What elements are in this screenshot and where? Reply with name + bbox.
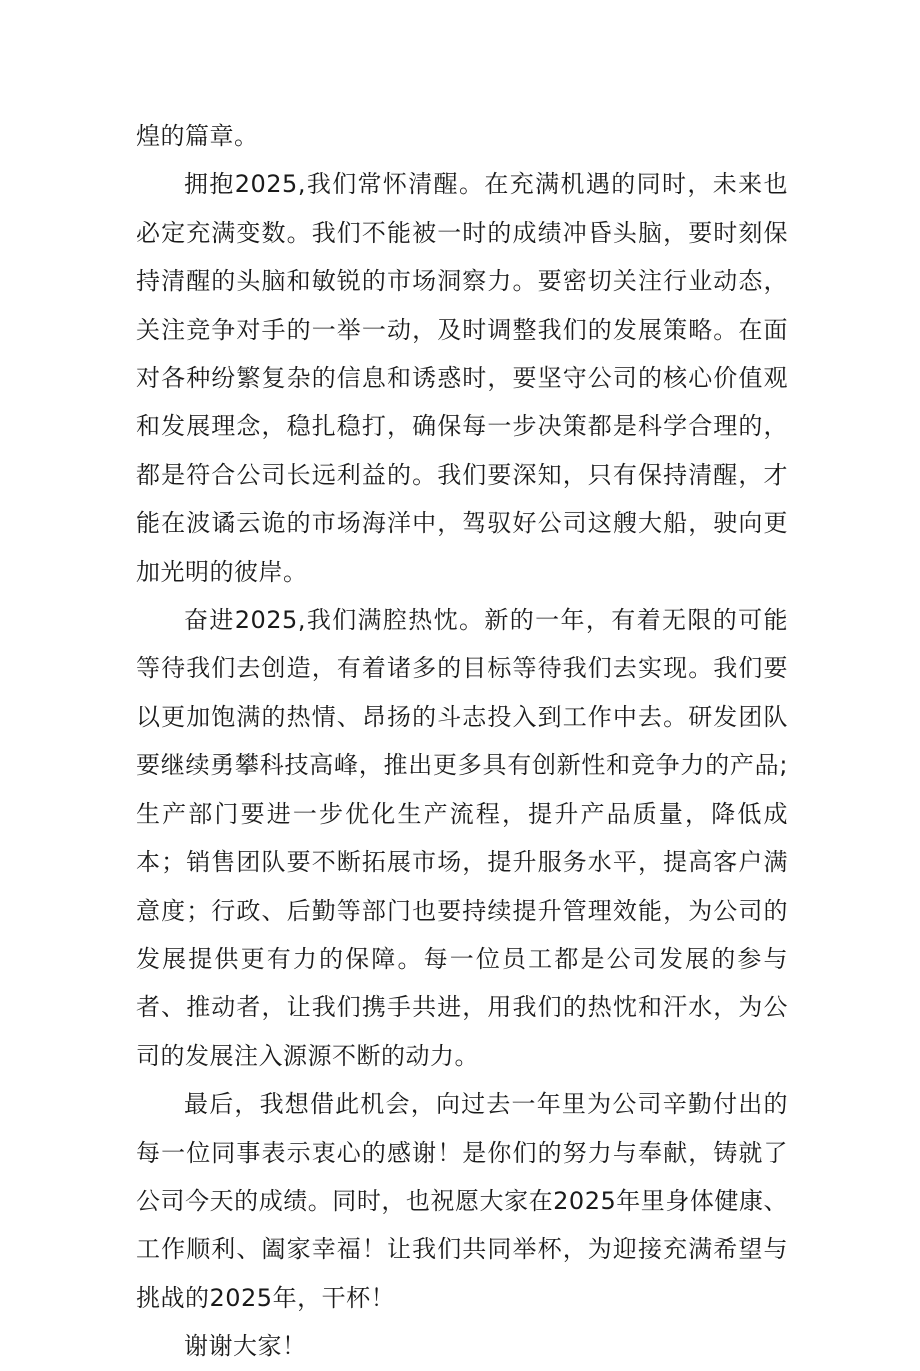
paragraph-closing-thanks: 最后，我想借此机会，向过去一年里为公司辛勤付出的每一位同事表示衷心的感谢！是你们的努力与奉献，铸就了公司今天的成绩。同时，也祝愿大家在2025年里身体健康、工作顺利、阖家幸福！让我们共同举杯，为迎接充满希望与挑战的2025年，干杯！: [136, 1090, 788, 1312]
paragraph-embrace-2025: 拥抱2025,我们常怀清醒。在充满机遇的同时，未来也必定充满变数。我们不能被一时的成绩冲昏头脑，要时刻保持清醒的头脑和敏锐的市场洞察力。要密切关注行业动态，关注竞争对手的一举一动，及时调整我们的发展策略。在面对各种纷繁复杂的信息和诱惑时，要坚守公司的核心价值观和发展理念，稳扎稳打，确保每一步决策都是科学合理的，都是符合公司长远利益的。我们要深知，只有保持清醒，才能在波谲云诡的市场海洋中，驾驭好公司这艘大船，驶向更加光明的彼岸。: [136, 170, 788, 586]
paragraph-strive-2025: 奋进2025,我们满腔热忱。新的一年，有着无限的可能等待我们去创造，有着诸多的目标等待我们去实现。我们要以更加饱满的热情、昂扬的斗志投入到工作中去。研发团队要继续勇攀科技高峰，推出更多具有创新性和竞争力的产品;生产部门要进一步优化生产流程，提升产品质量，降低成本；销售团队要不断拓展市场，提升服务水平，提高客户满意度；行政、后勤等部门也要持续提升管理效能，为公司的发展提供更有力的保障。每一位员工都是公司发展的参与者、推动者，让我们携手共进，用我们的热忱和汗水，为公司的发展注入源源不断的动力。: [136, 606, 788, 1070]
paragraph-thank-you: 谢谢大家！: [184, 1332, 307, 1361]
paragraph-continuation: 煌的篇章。: [136, 122, 259, 150]
document-body: [136, 112, 788, 1371]
